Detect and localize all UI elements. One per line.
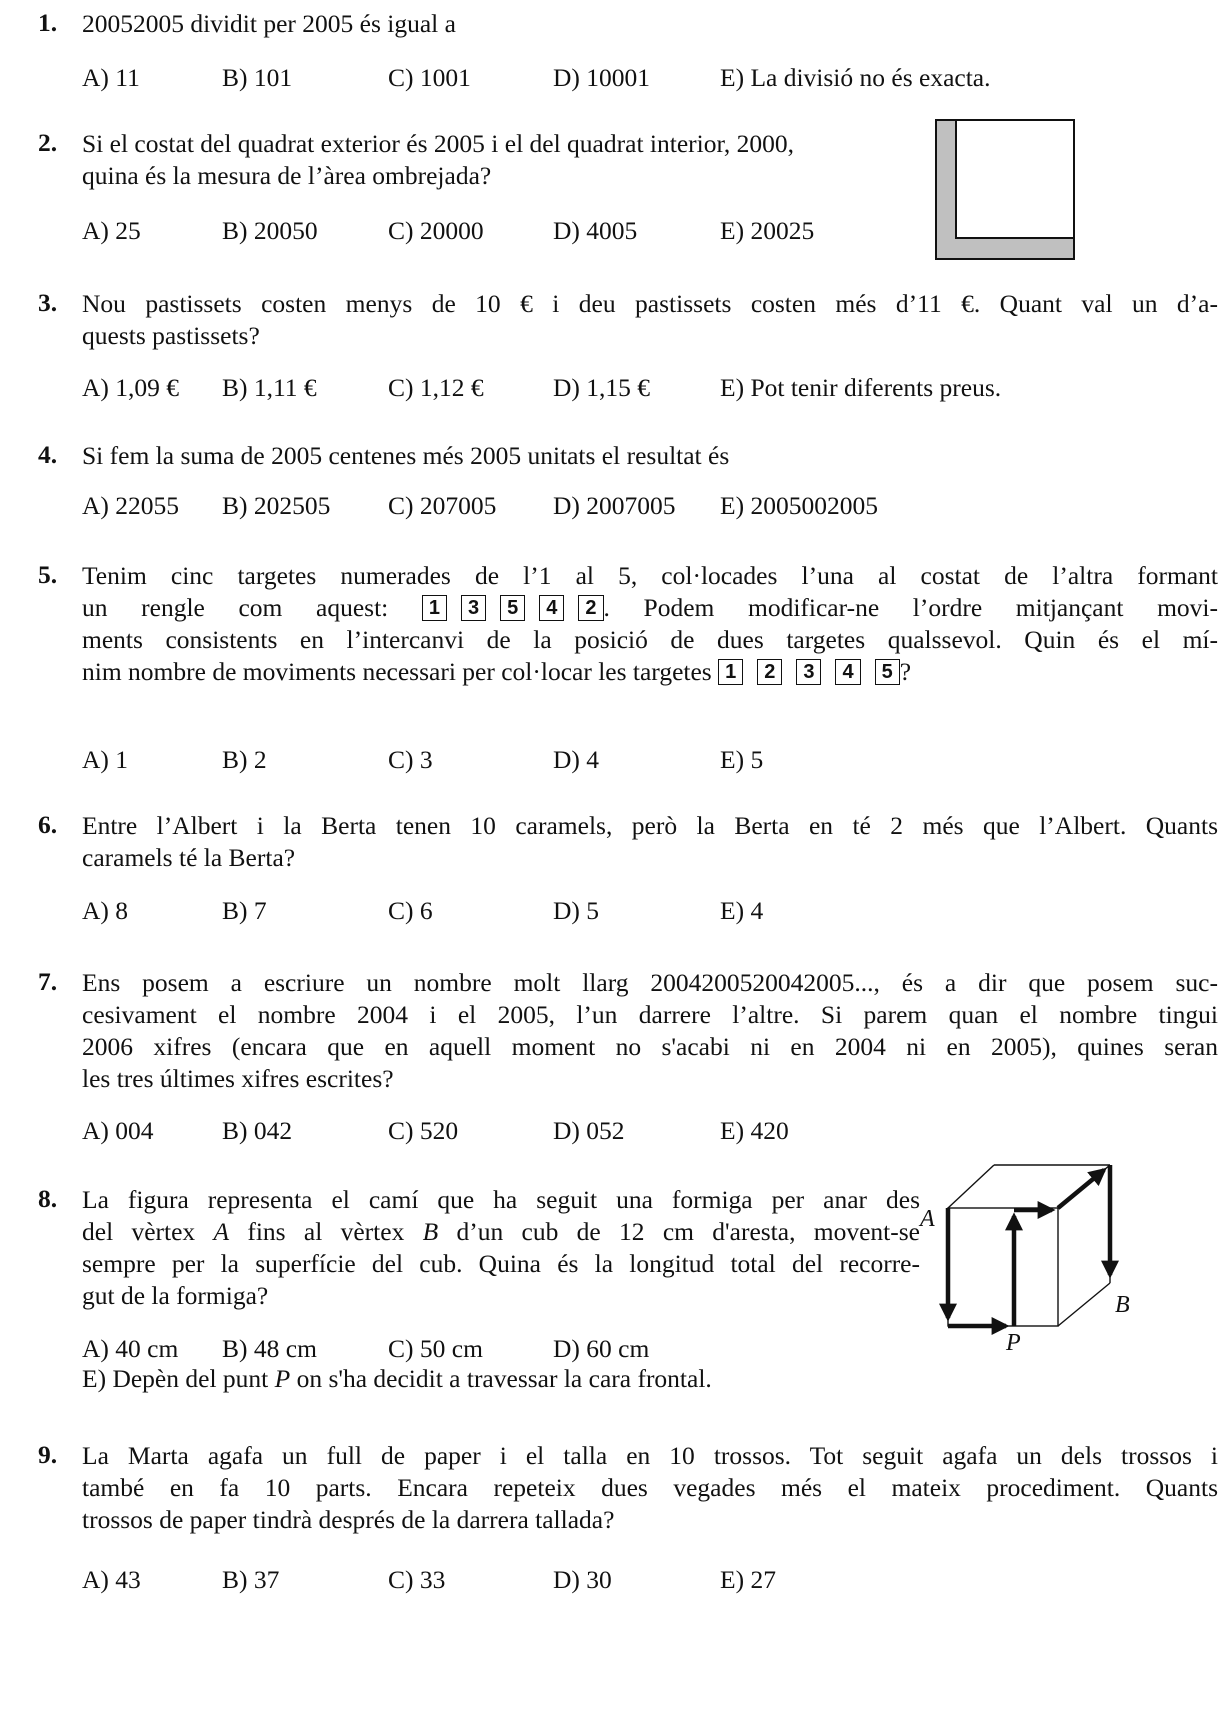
question-text: 20052005 dividit per 2005 és igual a — [82, 9, 456, 38]
card-row-initial — [422, 597, 604, 623]
question-number: 1. — [38, 8, 58, 37]
option-d: D) 60 cm — [553, 1334, 650, 1363]
option-c: C) 33 — [388, 1565, 446, 1594]
option-e: E) La divisió no és exacta. — [720, 63, 991, 92]
question-text: Nou pastissets costen menys de 10 € i deu pastissets costen més d’11 €. Quant val un d’a- quests pastissets? — [82, 289, 1218, 350]
option-a: A) 004 — [82, 1116, 154, 1145]
question-text: Si el costat del quadrat exterior és 2005 i el del quadrat interior, 2000, quina és la mesura de l’àrea ombrejada? — [82, 129, 795, 190]
number-card: 4 — [539, 595, 564, 621]
number-card: 1 — [718, 659, 743, 685]
option-b: B) 042 — [222, 1116, 293, 1145]
question-4 — [38, 440, 1218, 550]
option-b: B) 20050 — [222, 216, 318, 245]
option-d: D) 4005 — [553, 216, 638, 245]
question-number: 6. — [38, 810, 58, 839]
option-b: B) 7 — [222, 896, 267, 925]
question-6 — [38, 810, 1218, 960]
option-b: B) 101 — [222, 63, 293, 92]
number-card: 5 — [500, 595, 525, 621]
squares-figure — [934, 118, 1078, 263]
question-text: Ens posem a escriure un nombre molt llarg 2004200520042005..., és a dir que posem suc- cesivament el nombre 2004 i el 2005, l’un darrere l’altre. Si parem quan el nombre tingui 2006 xifres (encara que en aquell moment no s'acabi ni en 2004 ni en 2005), quines seran les tres últimes xifres escrites? — [82, 968, 1218, 1093]
option-b: B) 1,11 € — [222, 373, 317, 402]
option-d: D) 10001 — [553, 63, 651, 92]
vertex-b-label: B — [1115, 1292, 1130, 1318]
option-b: B) 37 — [222, 1565, 280, 1594]
question-text: La Marta agafa un full de paper i el talla en 10 trossos. Tot seguit agafa un dels trossos i també en fa 10 parts. Encara repeteix dues vegades més el mateix procediment. Quants trossos de paper tindrà després de la darrera tallada? — [82, 1441, 1218, 1534]
option-a: A) 25 — [82, 216, 141, 245]
option-e: E) 5 — [720, 745, 764, 774]
option-c: C) 1,12 € — [388, 373, 484, 402]
option-d: D) 5 — [553, 896, 600, 925]
option-c: C) 20000 — [388, 216, 484, 245]
question-1 — [38, 8, 1218, 128]
option-e: E) 2005002005 — [720, 491, 878, 520]
number-card: 1 — [422, 595, 447, 621]
question-number: 3. — [38, 288, 58, 317]
question-text: Si fem la suma de 2005 centenes més 2005 unitats el resultat és — [82, 441, 730, 470]
question-text: Entre l’Albert i la Berta tenen 10 caramels, però la Berta en té 2 més que l’Albert. Quants caramels té la Berta? — [82, 811, 1218, 872]
number-card: 2 — [757, 659, 782, 685]
option-e: E) 20025 — [720, 216, 815, 245]
cube-path-figure — [910, 1150, 1218, 1370]
option-c: C) 1001 — [388, 63, 471, 92]
question-number: 2. — [38, 128, 58, 157]
option-b: B) 2 — [222, 745, 267, 774]
number-card: 4 — [835, 659, 860, 685]
option-d: D) 2007005 — [553, 491, 676, 520]
option-d: D) 30 — [553, 1565, 612, 1594]
option-a: A) 1,09 € — [82, 373, 180, 402]
option-d: D) 4 — [553, 745, 600, 774]
option-d: D) 052 — [553, 1116, 625, 1145]
option-a: A) 22055 — [82, 491, 180, 520]
question-3 — [38, 288, 1218, 428]
option-b: B) 202505 — [222, 491, 331, 520]
number-card: 2 — [578, 595, 603, 621]
option-e: E) 27 — [720, 1565, 776, 1594]
option-a: A) 43 — [82, 1565, 141, 1594]
question-text: Tenim cinc targetes numerades de l’1 al 5, col·locades l’una al costat de l’altra formant un rengle com aquest: 1 3 5 4 2 . Podem modificar-ne l’ordre mitjançant movi- ments consistents en l’intercanvi de la posició de dues targetes qualssevol. Quin és el mí- nim nombre de moviments necessari per col·locar les targetes 1 2 3 4 5 ? — [82, 561, 1218, 686]
number-card: 3 — [461, 595, 486, 621]
question-number: 4. — [38, 440, 58, 469]
option-a: A) 1 — [82, 745, 129, 774]
option-c: C) 520 — [388, 1116, 459, 1145]
question-text: La figura representa el camí que ha seguit una formiga per anar des del vèrtex A fins al vèrtex B d’un cub de 12 cm d'aresta, movent-se sempre per la superfície del cub. Quina és la longitud total del recorre- gut de la formiga? — [82, 1185, 920, 1310]
option-c: C) 50 cm — [388, 1334, 483, 1363]
option-c: C) 3 — [388, 745, 433, 774]
number-card: 3 — [796, 659, 821, 685]
question-number: 8. — [38, 1184, 58, 1213]
option-a: A) 8 — [82, 896, 129, 925]
question-number: 7. — [38, 967, 58, 996]
card-row-final — [718, 661, 900, 687]
option-b: B) 48 cm — [222, 1334, 317, 1363]
vertex-a-label: A — [920, 1206, 935, 1232]
point-p-label: P — [1006, 1330, 1021, 1356]
option-e: E) Pot tenir diferents preus. — [720, 373, 1002, 402]
question-5 — [38, 560, 1218, 800]
question-number: 5. — [38, 560, 58, 589]
number-card: 5 — [875, 659, 900, 685]
option-e: E) 420 — [720, 1116, 789, 1145]
option-c: C) 207005 — [388, 491, 497, 520]
option-e: E) Depèn del punt P on s'ha decidit a travessar la cara frontal. — [82, 1364, 712, 1393]
option-d: D) 1,15 € — [553, 373, 651, 402]
option-c: C) 6 — [388, 896, 433, 925]
option-e: E) 4 — [720, 896, 764, 925]
option-a: A) 11 — [82, 63, 140, 92]
question-7 — [38, 967, 1218, 1177]
question-number: 9. — [38, 1440, 58, 1469]
question-9 — [38, 1440, 1218, 1660]
option-a: A) 40 cm — [82, 1334, 179, 1363]
